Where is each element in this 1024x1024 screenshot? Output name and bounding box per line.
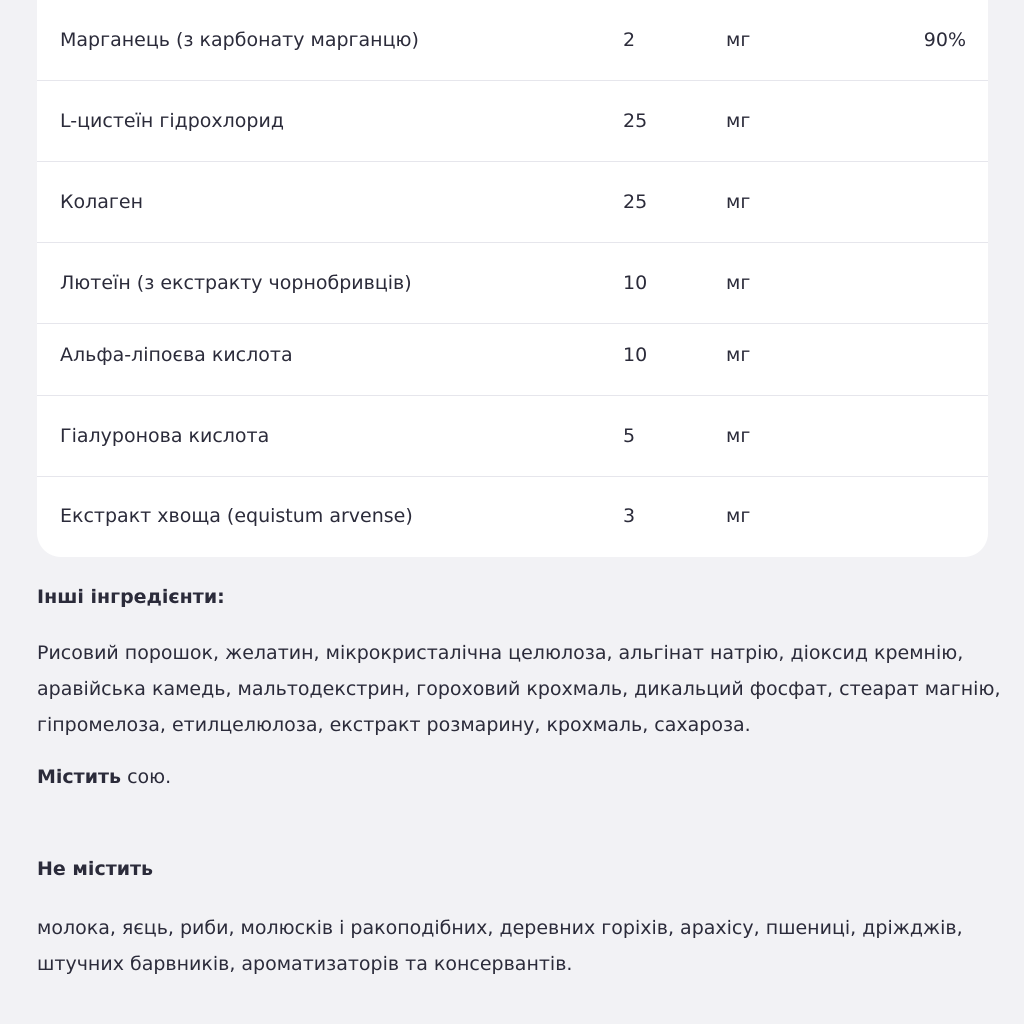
free-from-line: молока, яєць, риби, молюсків і ракоподібних, деревних горіхів, арахісу, пшениці, дріжджів, (37, 917, 963, 939)
ingredient-amount: 10 (623, 344, 648, 366)
ingredient-name: Альфа-ліпоєва кислота (60, 344, 293, 366)
ingredient-name: Гіалуронова кислота (60, 425, 270, 447)
table-row (37, 81, 988, 162)
contains-statement (37, 766, 171, 788)
ingredient-amount: 3 (623, 505, 636, 527)
ingredient-unit: мг (726, 272, 751, 294)
other-ingredients-heading: Інші інгредієнти: (37, 586, 225, 608)
other-ingredients-line: аравійська камедь, мальтодекстрин, гороховий крохмаль, дикальций фосфат, стеарат магнію, (37, 678, 1001, 700)
table-row (37, 162, 988, 243)
ingredient-unit: мг (726, 344, 751, 366)
table-row (37, 243, 988, 324)
ingredient-amount: 2 (623, 29, 636, 51)
other-ingredients-text (37, 635, 1001, 743)
ingredient-unit: мг (726, 425, 751, 447)
ingredient-amount: 25 (623, 191, 648, 213)
other-ingredients-line: Рисовий порошок, желатин, мікрокристалічна целюлоза, альгінат натрію, діоксид кремнію, (37, 642, 964, 664)
free-from-line: штучних барвників, ароматизаторів та консервантів. (37, 953, 573, 975)
ingredient-amount: 5 (623, 425, 636, 447)
ingredient-unit: мг (726, 110, 751, 132)
ingredient-amount: 25 (623, 110, 648, 132)
table-row (37, 476, 988, 556)
ingredient-name: L-цистеїн гідрохлорид (60, 110, 284, 132)
ingredient-name: Колаген (60, 191, 143, 213)
table-row (37, 0, 988, 81)
ingredient-name: Марганець (з карбонату марганцю) (60, 29, 419, 51)
ingredient-unit: мг (726, 505, 751, 527)
table-row (37, 396, 988, 477)
table-row (37, 315, 988, 396)
free-from-heading: Не містить (37, 858, 154, 880)
ingredient-name: Лютеїн (з екстракту чорнобривців) (60, 272, 412, 294)
ingredient-unit: мг (726, 29, 751, 51)
ingredient-daily-value: 90% (923, 29, 966, 51)
ingredient-amount: 10 (623, 272, 648, 294)
ingredient-name: Екстракт хвоща (equistum arvense) (60, 505, 413, 527)
free-from-text (37, 910, 987, 982)
other-ingredients-line: гіпромелоза, етилцелюлоза, екстракт розмарину, крохмаль, сахароза. (37, 714, 751, 736)
contains-label: Містить (37, 766, 122, 788)
contains-text: сою. (121, 766, 172, 788)
ingredient-unit: мг (726, 191, 751, 213)
ingredients-table (37, 0, 988, 557)
